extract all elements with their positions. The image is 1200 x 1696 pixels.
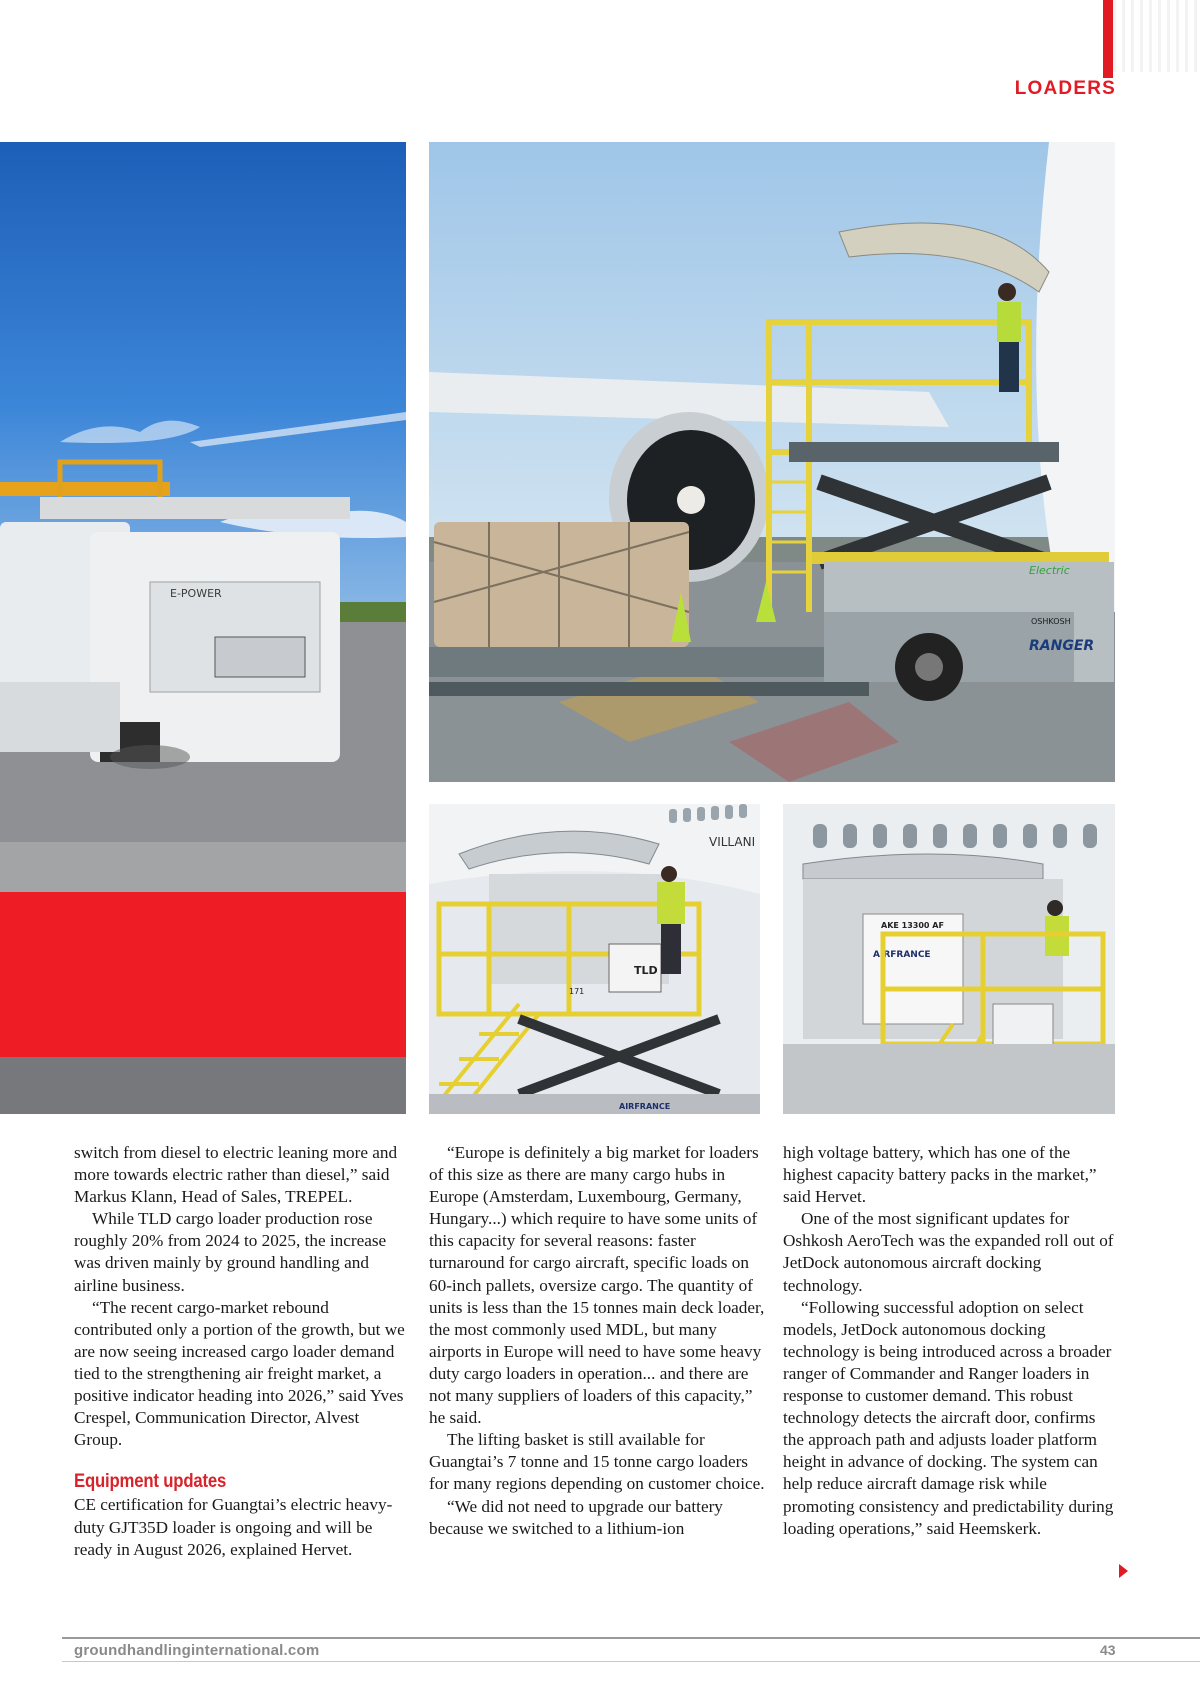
- subheading: Equipment updates: [74, 1471, 227, 1493]
- text-column-3: [783, 1142, 1119, 1540]
- loader-mark: TLD: [634, 964, 658, 977]
- vehicle-marking: E-POWER: [170, 587, 222, 600]
- body-paragraph: CE certification for Guangtai’s electric heavy-duty GJT35D loader is ongoing and will be ready in August 2026, explained Hervet.: [74, 1495, 393, 1559]
- body-paragraph: One of the most significant updates for Oshkosh AeroTech was the expanded roll out of JetDock autonomous aircraft docking technology.: [783, 1209, 1114, 1295]
- photo-main-ranger-loader: [429, 142, 1115, 782]
- vehicle-brand: RANGER: [1029, 638, 1095, 654]
- electric-tag: Electric: [1029, 564, 1070, 577]
- footer-divider-bottom: [62, 1661, 1200, 1662]
- section-label: LOADERS: [1014, 78, 1116, 99]
- body-paragraph: switch from diesel to electric leaning more and more towards electric rather than diesel,” said Markus Klann, Head of Sales, TREPEL.: [74, 1143, 398, 1207]
- text-column-2: [429, 1142, 765, 1540]
- body-paragraph: high voltage battery, which has one of the highest capacity battery packs in the market,” said Hervet.: [783, 1143, 1097, 1207]
- body-paragraph: “We did not need to upgrade our battery because we switched to a lithium-ion: [429, 1496, 723, 1538]
- body-paragraph: “Following successful adoption on select models, JetDock autonomous docking technology is being introduced across a broader ranger of Commander and Ranger loaders in response to customer demand. This robust technology detects the aircraft door, confirms the approach path and adjusts loader platform height in advance of docking. The system can help reduce aircraft damage risk while promoting consistency and predictability during loading operations,” said Heemskerk.: [783, 1297, 1114, 1538]
- header-decoration: [1104, 0, 1200, 72]
- loader-number: 171: [569, 987, 585, 996]
- text-column-1: [74, 1142, 410, 1561]
- container-logo: AIRFRANCE: [873, 950, 931, 960]
- photo-bottom-right-loader: [783, 804, 1115, 1114]
- page-number: 43: [1100, 1642, 1116, 1658]
- body-paragraph: While TLD cargo loader production rose roughly 20% from 2024 to 2025, the increase was driven mainly by ground handling and airline business.: [74, 1209, 387, 1295]
- vehicle-maker: OSHKOSH: [1031, 617, 1071, 626]
- hull-text: VILLANI: [709, 835, 756, 849]
- footer-divider: [62, 1637, 1200, 1639]
- body-paragraph: “Europe is definitely a big market for loaders of this size as there are many cargo hubs in Europe (Amsterdam, Luxembourg, Germany, Hungary...) which require to have some units of this capacity for several reasons: faster turnaround for cargo aircraft, specific loads on 60-inch pallets, oversize cargo. The quantity of units is less than the 15 tonnes main deck loader, the most commonly used MDL, but many airports in Europe will need to have some heavy duty cargo loaders in operation... and there are not many suppliers of loaders of this capacity,” he said.: [429, 1143, 765, 1428]
- body-paragraph: The lifting basket is still available for Guangtai’s 7 tonne and 15 tonne cargo loaders for many regions depending on customer choice.: [429, 1430, 765, 1494]
- base-marking: AIRFRANCE: [619, 1102, 671, 1111]
- triangle-right-icon: [1119, 1564, 1128, 1578]
- section-color-bar: [1103, 0, 1113, 78]
- body-paragraph: “The recent cargo-market rebound contributed only a portion of the growth, but we are now seeing increased cargo loader demand tied to the strengthening air freight market, a positive indicator heading into 2026,” said Yves Crespel, Communication Director, Alvest Group.: [74, 1297, 405, 1450]
- container-id: AKE 13300 AF: [881, 921, 944, 930]
- footer-url: groundhandlinginternational.com: [74, 1642, 320, 1659]
- accent-red-block: [0, 892, 406, 1057]
- photo-bottom-left-loader: [429, 804, 760, 1114]
